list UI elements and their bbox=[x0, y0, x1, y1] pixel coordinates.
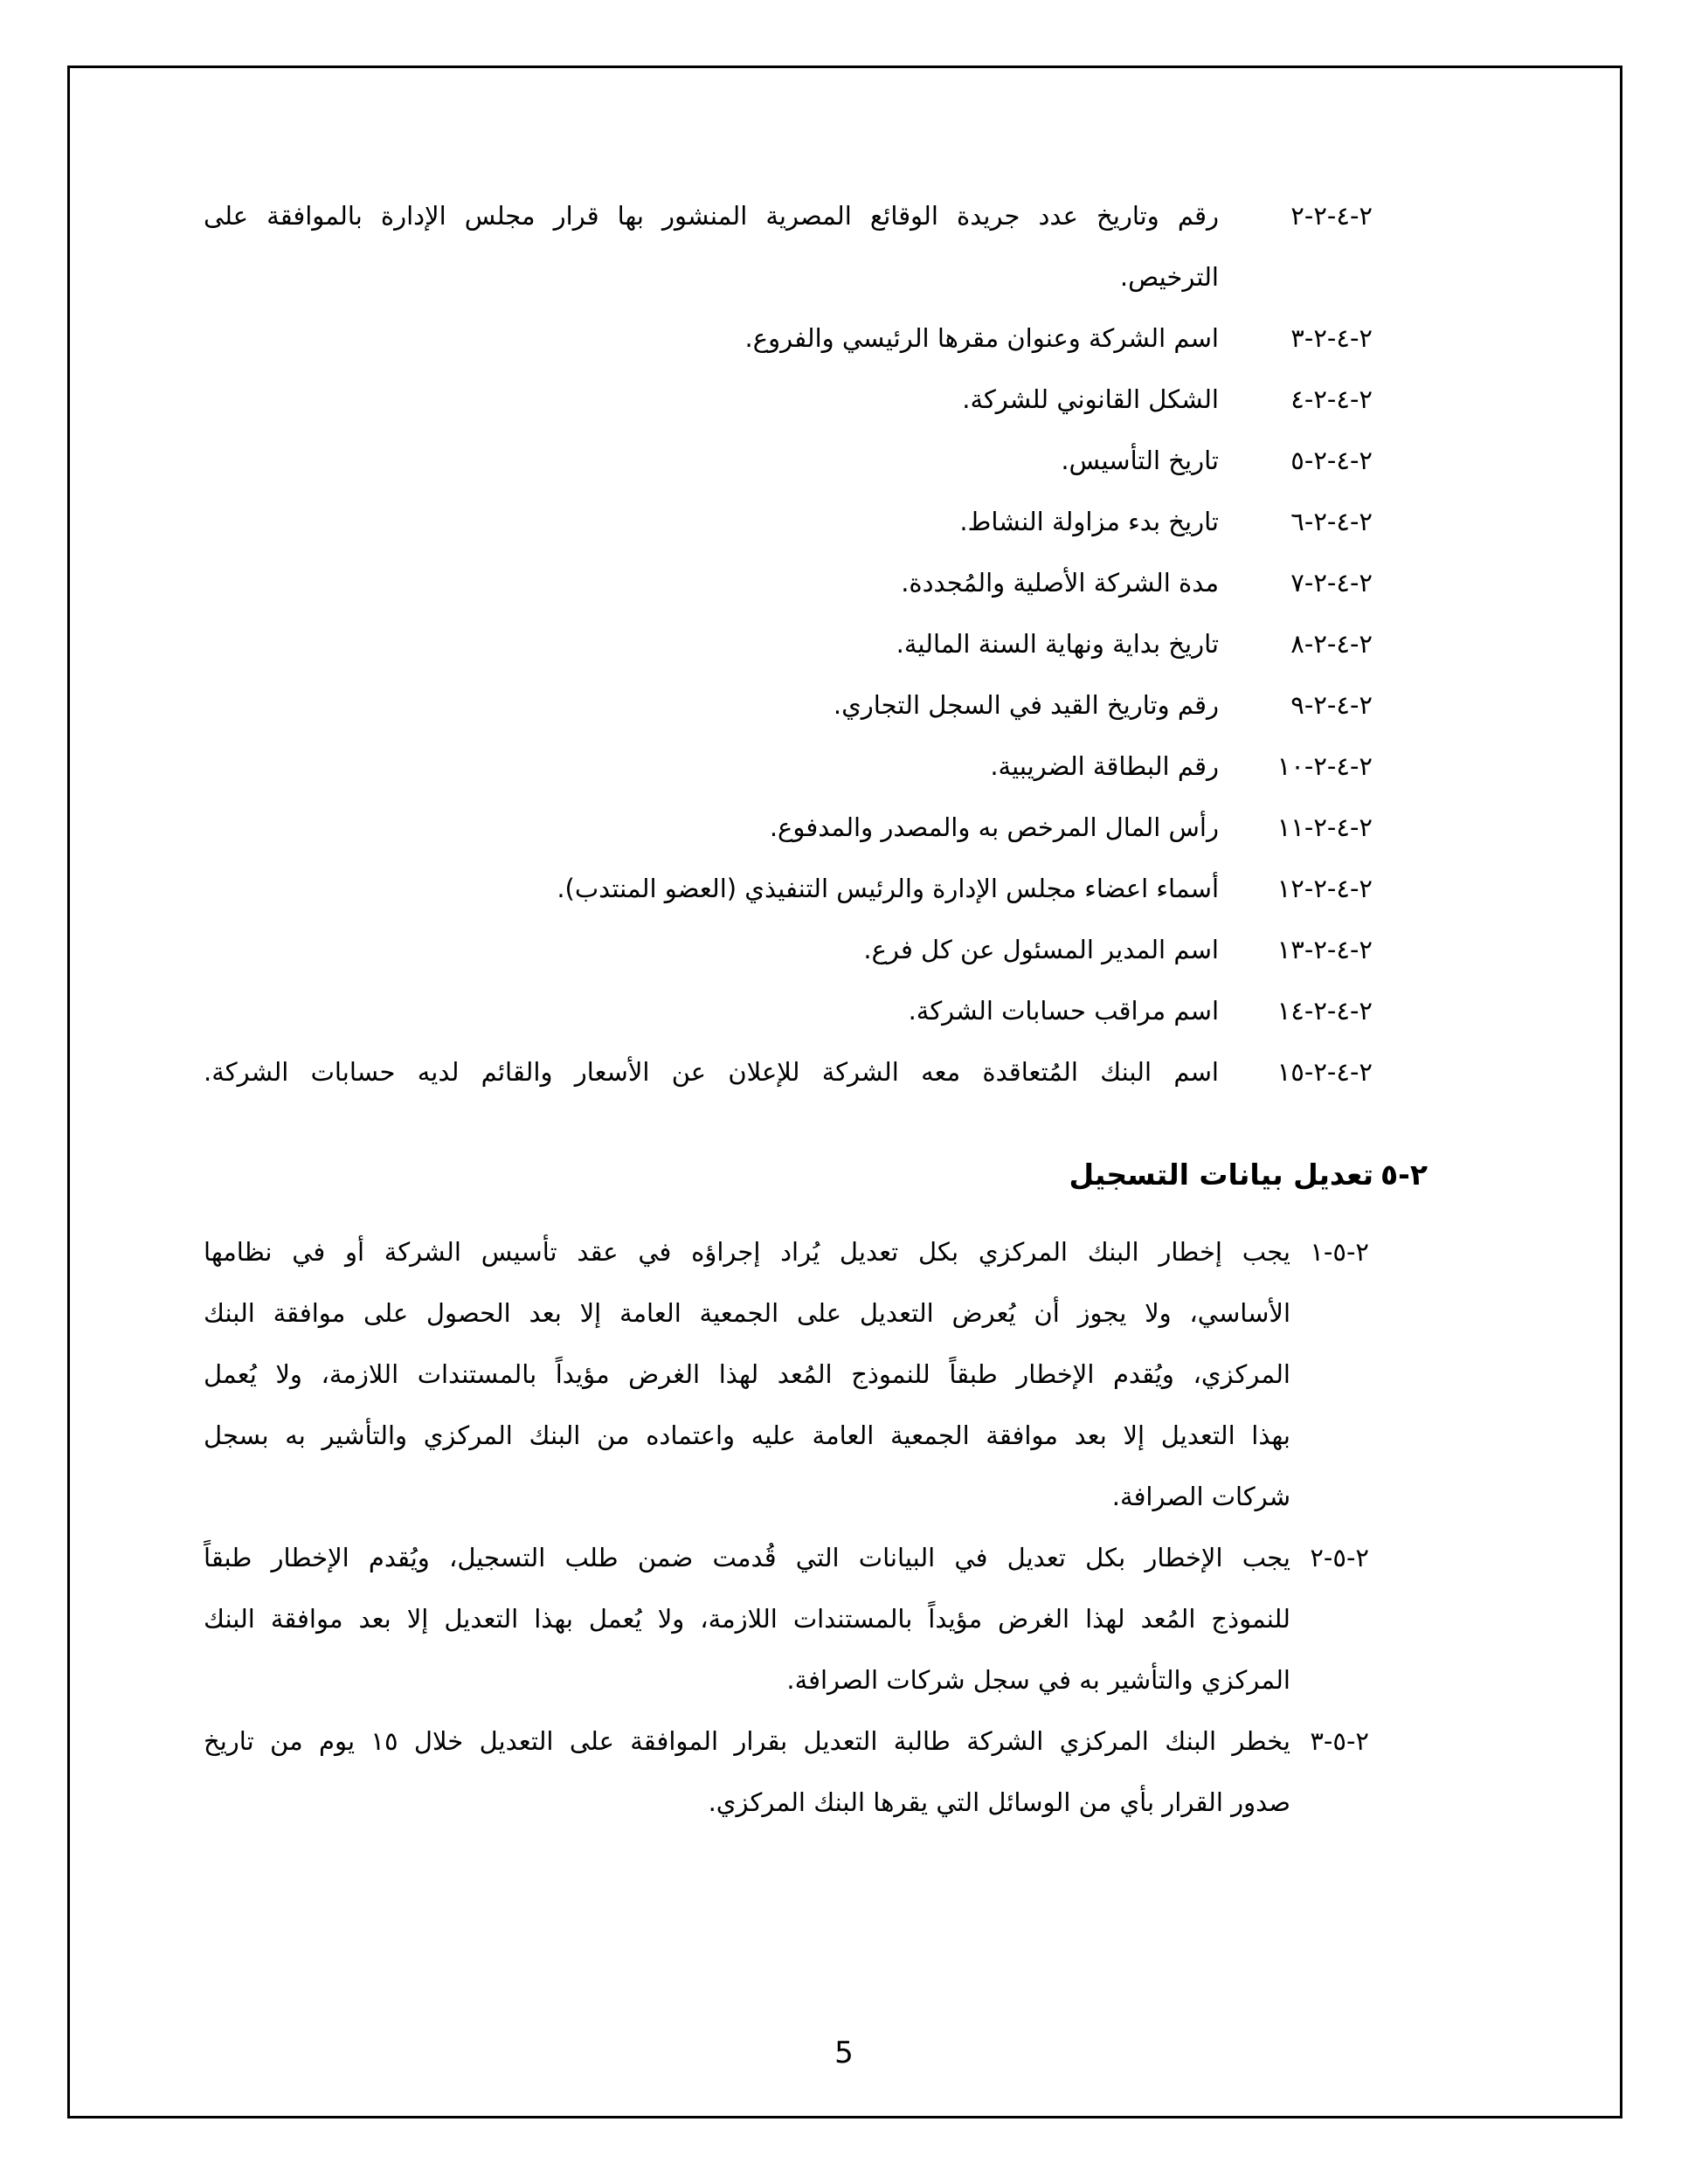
clause-text: اسم المدير المسئول عن كل فرع. bbox=[863, 935, 1219, 964]
clause-number: ٢-٤-٢-١٣ bbox=[1276, 935, 1373, 964]
clause-text: اسم البنك المُتعاقدة معه الشركة للإعلان عن الأسعار والقائم لديه حسابات الشركة. bbox=[204, 1057, 1219, 1087]
clause-number: ٢-٤-٢-٣ bbox=[1290, 323, 1373, 353]
clause-line bbox=[204, 430, 1373, 491]
clause-number: ٢-٤-٢-٥ bbox=[1290, 446, 1373, 475]
clause-line bbox=[204, 491, 1373, 552]
clause-number: ٢-٥-٢ bbox=[1310, 1543, 1369, 1572]
clause-text: رقم وتاريخ عدد جريدة الوقائع المصرية المنشور بها قرار مجلس الإدارة بالموافقة على bbox=[204, 201, 1219, 231]
clause-text: تاريخ بدء مزاولة النشاط. bbox=[959, 507, 1219, 536]
clause-text: رقم وتاريخ القيد في السجل التجاري. bbox=[833, 690, 1219, 720]
document-content bbox=[204, 185, 1428, 1833]
clause-continuation-line: شركات الصرافة. bbox=[1111, 1482, 1290, 1511]
clause-text: يجب إخطار البنك المركزي بكل تعديل يُراد إجراؤه في عقد تأسيس الشركة أو في نظامها bbox=[204, 1237, 1290, 1267]
clause-line bbox=[204, 674, 1373, 736]
clause-continuation-line: الأساسي، ولا يجوز أن يُعرض التعديل على الجمعية العامة إلا بعد الحصول على موافقة البنك bbox=[204, 1298, 1290, 1328]
clause-number: ٢-٤-٢-١٤ bbox=[1276, 996, 1373, 1026]
clause-line bbox=[204, 919, 1373, 980]
clause-continuation-line: للنموذج المُعد لهذا الغرض مؤيداً بالمستندات اللازمة، ولا يُعمل بهذا التعديل إلا بعد موافقة البنك bbox=[204, 1604, 1290, 1634]
clause-number: ٢-٤-٢-٢ bbox=[1290, 201, 1373, 231]
clause-text: تعديل بيانات التسجيل bbox=[1069, 1158, 1373, 1192]
clause-text: أسماء اعضاء مجلس الإدارة والرئيس التنفيذي (العضو المنتدب). bbox=[557, 874, 1219, 903]
clause-number: ٢-٤-٢-١٠ bbox=[1276, 751, 1373, 781]
clause-line bbox=[204, 980, 1373, 1041]
page-number: 5 bbox=[834, 2035, 854, 2070]
clause-text: اسم الشركة وعنوان مقرها الرئيسي والفروع. bbox=[744, 323, 1219, 353]
clause-text: تاريخ التأسيس. bbox=[1061, 446, 1219, 475]
clause-line bbox=[204, 1221, 1369, 1282]
clause-line bbox=[204, 1041, 1373, 1102]
clause-number: ٢-٤-٢-٩ bbox=[1290, 690, 1373, 720]
clause-text: تاريخ بداية ونهاية السنة المالية. bbox=[896, 629, 1219, 659]
clause-continuation-line: المركزي والتأشير به في سجل شركات الصرافة. bbox=[786, 1665, 1290, 1695]
clause-text: مدة الشركة الأصلية والمُجددة. bbox=[901, 568, 1219, 598]
clause-text: رأس المال المرخص به والمصدر والمدفوع. bbox=[769, 812, 1219, 842]
clause-line bbox=[204, 858, 1373, 919]
section-heading bbox=[204, 1144, 1428, 1206]
clause-number: ٢-٤-٢-١١ bbox=[1276, 812, 1373, 842]
clause-text: رقم البطاقة الضريبية. bbox=[990, 751, 1219, 781]
clause-line bbox=[204, 369, 1373, 430]
clause-line bbox=[204, 797, 1373, 858]
clause-number: ٢-٤-٢-٤ bbox=[1290, 384, 1373, 414]
clause-line bbox=[204, 552, 1373, 613]
clause-line bbox=[204, 308, 1373, 369]
clause-text: اسم مراقب حسابات الشركة. bbox=[908, 996, 1219, 1026]
clause-number: ٢-٥ bbox=[1380, 1158, 1428, 1192]
clause-text: يجب الإخطار بكل تعديل في البيانات التي قُدمت ضمن طلب التسجيل، ويُقدم الإخطار طبقاً bbox=[204, 1543, 1290, 1572]
clause-line bbox=[204, 185, 1373, 246]
clause-number: ٢-٤-٢-١٥ bbox=[1276, 1057, 1373, 1087]
clause-text: يخطر البنك المركزي الشركة طالبة التعديل بقرار الموافقة على التعديل خلال ١٥ يوم من تاريخ bbox=[204, 1726, 1290, 1756]
clause-line bbox=[204, 736, 1373, 797]
clause-continuation-line: المركزي، ويُقدم الإخطار طبقاً للنموذج المُعد لهذا الغرض مؤيداً بالمستندات اللازمة، ولا يُعمل bbox=[204, 1359, 1290, 1389]
clause-continuation-line: بهذا التعديل إلا بعد موافقة الجمعية العامة عليه واعتماده من البنك المركزي والتأشير به بسجل bbox=[204, 1420, 1290, 1450]
clause-continuation-line: الترخيص. bbox=[1119, 262, 1219, 292]
clause-line bbox=[204, 613, 1373, 674]
clause-line bbox=[204, 1711, 1369, 1772]
clause-text: الشكل القانوني للشركة. bbox=[962, 384, 1219, 414]
clause-number: ٢-٤-٢-٨ bbox=[1290, 629, 1373, 659]
clause-line bbox=[204, 1527, 1369, 1588]
clause-number: ٢-٥-١ bbox=[1310, 1237, 1369, 1267]
clause-number: ٢-٤-٢-١٢ bbox=[1276, 874, 1373, 903]
clause-number: ٢-٤-٢-٦ bbox=[1290, 507, 1373, 536]
clause-number: ٢-٥-٣ bbox=[1310, 1726, 1369, 1756]
clause-number: ٢-٤-٢-٧ bbox=[1290, 568, 1373, 598]
clause-continuation-line: صدور القرار بأي من الوسائل التي يقرها البنك المركزي. bbox=[708, 1787, 1290, 1817]
